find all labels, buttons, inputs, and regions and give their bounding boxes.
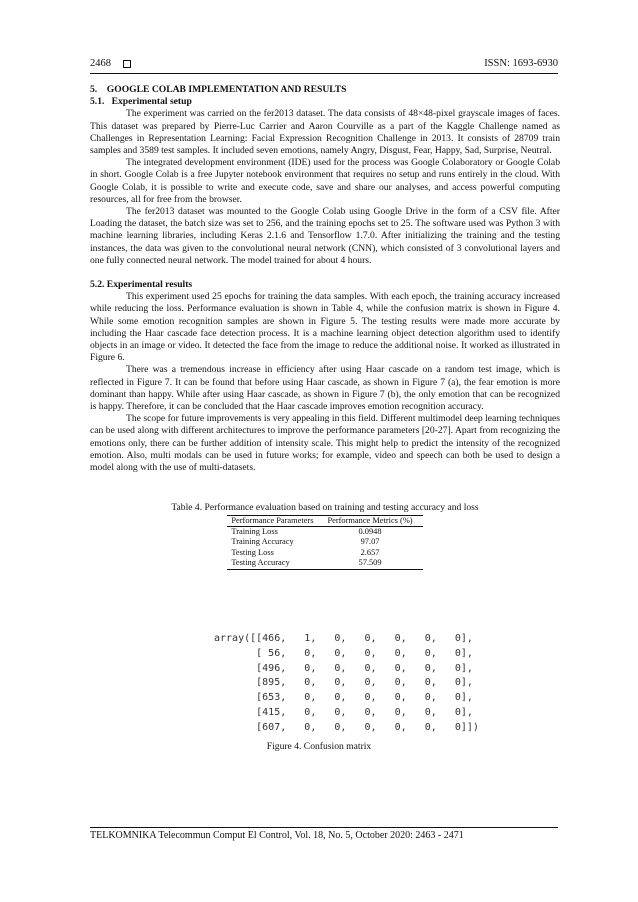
table-caption: Table 4. Performance evaluation based on training and testing accuracy and loss [171,502,479,514]
code-line: [653, 0, 0, 0, 0, 0, 0], [214,692,473,704]
paragraph: This experiment used 25 epochs for training the data samples. With each epoch, the training accuracy increased while reducing the loss. Performance evaluation is shown in Table 4, while the confusion matrix is shown in Figure 4. While some emotion recognition samples are shown in Figure 5. The testing results were made more accurate by including the Haar cascade face detection process. It is a machine learning object detection algorithm used to identify objects in an image or video. It detected the face from the image to reduce the additional noise. It worked as illustrated in Figure 6. [90,291,560,364]
code-line: [415, 0, 0, 0, 0, 0, 0], [214,706,473,718]
param-cell: Training Accuracy [231,537,294,547]
page-header [90,58,558,74]
table-row [227,548,422,558]
header-divider [90,73,558,74]
code-line: [895, 0, 0, 0, 0, 0, 0], [214,677,473,689]
code-line: [607, 0, 0, 0, 0, 0, 0]]) [214,721,479,733]
performance-table [227,515,422,570]
value-cell: 97.07 [360,537,380,547]
figure-caption: Figure 4. Confusion matrix [266,741,372,752]
param-cell: Testing Accuracy [227,558,323,569]
table-row [227,526,422,537]
value-cell: 2.657 [360,547,380,557]
subsection-title-setup: 5.1. Experimental setup [90,96,192,108]
page-number: 2468 [90,58,111,69]
code-line: [496, 0, 0, 0, 0, 0, 0], [214,662,473,674]
table-row [227,537,422,547]
column-header: Performance Parameters [227,515,323,526]
page-footer: TELKOMNIKA Telecommun Comput El Control, Vol. 18, No. 5, October 2020: 2463 - 2471 [90,830,464,841]
footer-divider [90,827,558,828]
paragraph: The scope for future improvements is very appealing in this field. Different multimodel deep learning techniques can be used along with different architectures to improve the performance parameters [20-27]. Apart from recognizing the emotions only, there can be further addition of intensity scale. This might help to predict the intensity of the recognized emotion. Also, multi modals can be used in future works; for example, video and speech can both be used to design a model along with the use of multi-datasets. [90,413,560,474]
column-header: Performance Metrics (%) [323,515,422,526]
table-row [227,558,422,569]
subsection-title-results: 5.2. Experimental results [90,279,193,291]
confusion-matrix-output [214,632,479,736]
paragraph: The integrated development environment (IDE) used for the process was Google Colaboratory or Google Colab in short. Google Colab is a free Jupyter notebook environment that requires no setup and runs entirely in the cloud. With Google Colab, it is possible to write and execute code, save and share our analyses, and access powerful computing resources, all for free from the browser. [90,157,560,205]
paragraph: There was a tremendous increase in efficiency after using Haar cascade on a random test image, which is reflected in Figure 7. It can be found that before using Haar cascade, as shown in Figure 7 (a), the fear emotion is more dominant than happy. While after using Haar cascade, as shown in Figure 7 (b), the only emotion that can be recognized is happy. Therefore, it can be concluded that the Haar cascade improves emotion recognition accuracy. [90,364,560,413]
square-icon [123,60,131,68]
param-cell: Testing Loss [231,547,274,557]
paragraph: The fer2013 dataset was mounted to the Google Colab using Google Drive in the form of a CSV file. After Loading the dataset, the batch size was set to 256, and the training epochs set to 25. The software used was Python 3 with machine learning libraries, including Keras 2.1.6 and Tensorflow 1.7.0. After initializing the training and the testing instances, the data was given to the convolutional neural network (CNN), which consisted of 3 convolutional layers and one fully connected neural network. The model trained for about 4 hours. [90,206,560,266]
body-text [90,84,560,570]
issn: ISSN: 1693-6930 [484,58,558,69]
section-title: 5. GOOGLE COLAB IMPLEMENTATION AND RESULTS [90,84,347,95]
code-line: array([[466, 1, 0, 0, 0, 0, 0], [214,633,473,644]
value-cell: 0.0948 [358,526,382,536]
code-line: [ 56, 0, 0, 0, 0, 0, 0], [214,647,473,659]
param-cell: Training Loss [231,526,278,536]
value-cell: 57.509 [323,558,422,569]
paragraph: The experiment was carried on the fer2013 dataset. The data consists of 48×48-pixel grayscale images of faces. This dataset was prepared by Pierre-Luc Carrier and Aaron Courville as a part of the Kaggle Challenge named as Challenges in Representation Learning: Facial Expression Recognition Challenge in 2013. It consists of 28709 train samples and 3589 test samples. It included seven emotions, namely Angry, Disgust, Fear, Happy, Sad, Surprise, Neutral. [90,108,560,157]
